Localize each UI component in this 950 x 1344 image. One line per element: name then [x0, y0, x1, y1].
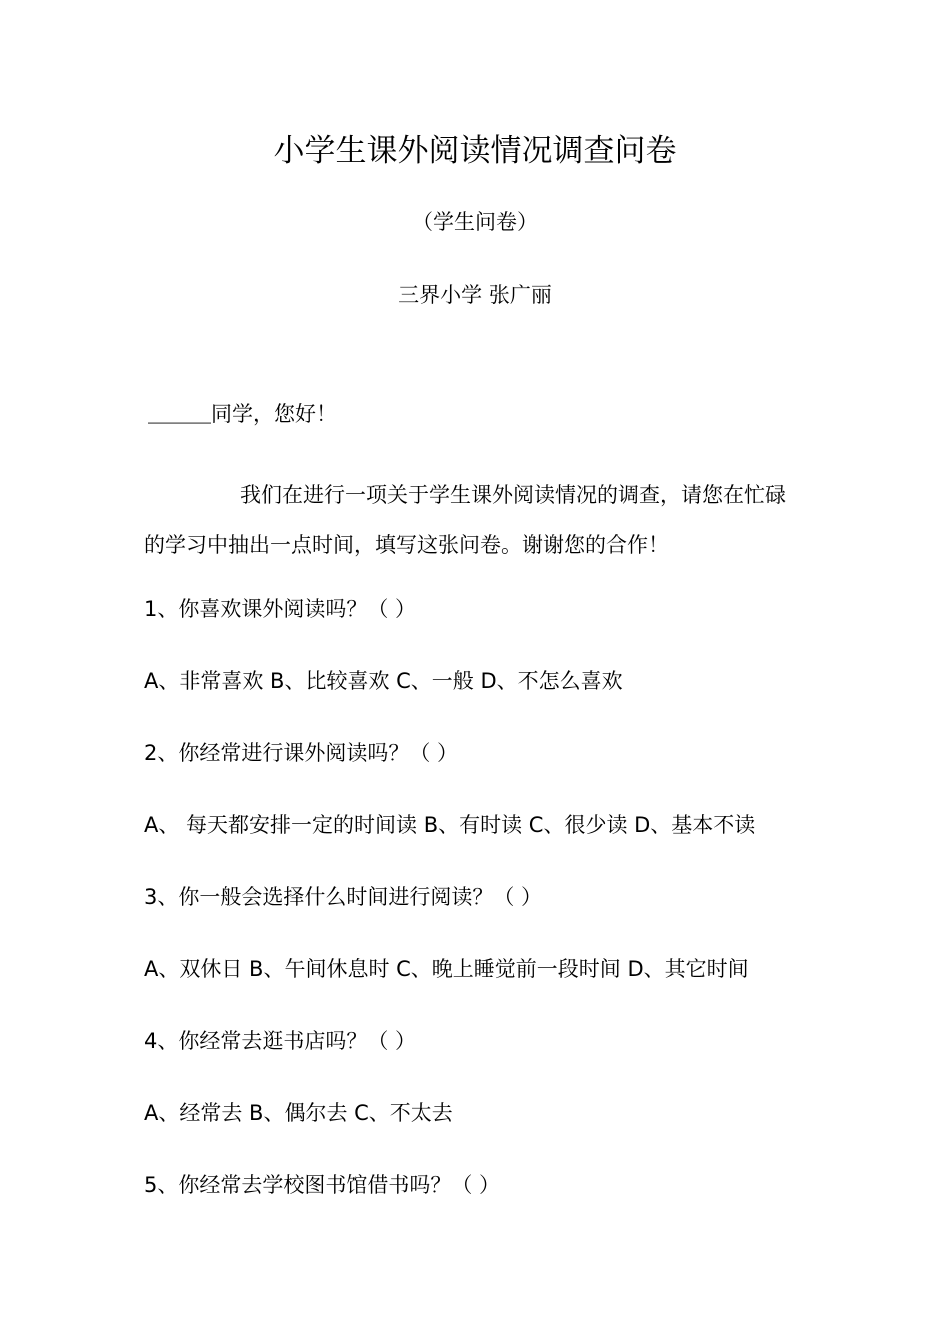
intro-paragraph: 我们在进行一项关于学生课外阅读情况的调查，请您在忙碌的学习中抽出一点时间，填写这张问卷。谢谢您的合作！ [144, 483, 786, 557]
question-5: 5、你经常去学校图书馆借书吗？（ ） [144, 1173, 501, 1197]
question-4: 4、你经常去逛书店吗？（ ） [144, 1029, 417, 1053]
document-title: 小学生课外阅读情况调查问卷 [273, 133, 677, 169]
question-1: 1、你喜欢课外阅读吗？（ ） [144, 597, 417, 621]
question-3-options: A、双休日 B、午间休息时 C、晚上睡觉前一段时间 D、其它时间 [144, 957, 749, 981]
document-subtitle: （学生问卷） [412, 210, 538, 234]
greeting: ＿＿＿同学，您好！ [148, 402, 337, 426]
question-2: 2、你经常进行课外阅读吗？（ ） [144, 741, 459, 765]
question-4-options: A、经常去 B、偶尔去 C、不太去 [144, 1101, 453, 1125]
author-line: 三界小学 张广丽 [398, 283, 552, 307]
question-2-options: A、 每天都安排一定的时间读 B、有时读 C、很少读 D、基本不读 [144, 813, 756, 837]
question-1-options: A、非常喜欢 B、比较喜欢 C、一般 D、不怎么喜欢 [144, 669, 623, 693]
question-3: 3、你一般会选择什么时间进行阅读？（ ） [144, 885, 543, 909]
